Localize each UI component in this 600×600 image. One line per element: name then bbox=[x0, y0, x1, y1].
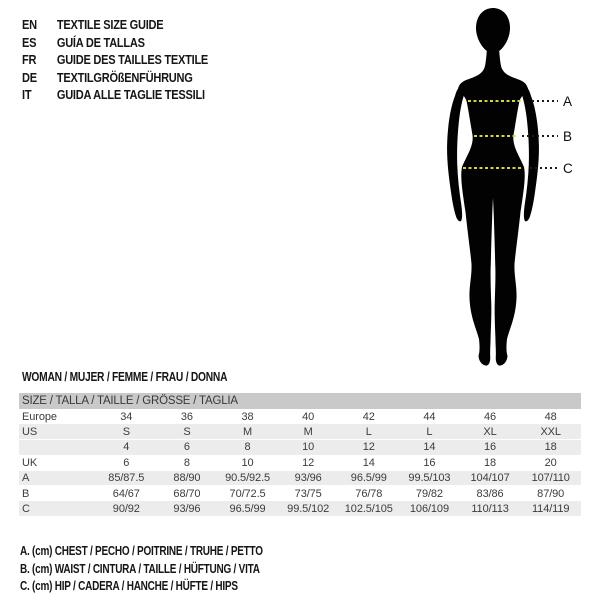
size-table-row-label: Europe bbox=[22, 410, 57, 423]
size-cell: 110/113 bbox=[460, 501, 521, 516]
size-cell: 73/75 bbox=[294, 487, 322, 500]
language-row bbox=[22, 51, 208, 69]
size-cell: 107/110 bbox=[520, 471, 581, 486]
size-cell: 48 bbox=[544, 410, 557, 423]
language-code: FR bbox=[22, 52, 37, 67]
size-table-row-label bbox=[19, 440, 96, 455]
hip-marker-label: C bbox=[563, 161, 573, 176]
language-code: IT bbox=[22, 87, 32, 102]
size-table-row bbox=[19, 440, 581, 455]
language-row bbox=[22, 86, 208, 104]
size-cell: 102.5/105 bbox=[339, 501, 400, 516]
size-table-row-label: C bbox=[19, 501, 96, 516]
size-cell: L bbox=[339, 424, 400, 439]
language-title: TEXTILGRÖßENFÜHRUNG bbox=[56, 69, 193, 85]
size-cell: 16 bbox=[423, 457, 436, 470]
size-table-row bbox=[19, 501, 581, 516]
size-cell: 14 bbox=[362, 457, 375, 470]
language-code: ES bbox=[22, 34, 37, 50]
size-cell: 99.5/102 bbox=[278, 501, 339, 516]
size-table-row-label: B bbox=[22, 487, 30, 500]
size-cell: 90/92 bbox=[96, 501, 157, 516]
size-cell: 6 bbox=[123, 457, 130, 470]
chest-marker-label: A bbox=[563, 94, 573, 109]
size-cell: XXL bbox=[520, 424, 581, 439]
size-table bbox=[19, 393, 581, 517]
size-cell: 64/67 bbox=[112, 487, 140, 500]
size-cell: 96.5/99 bbox=[339, 471, 400, 486]
waist-leader-line bbox=[522, 135, 558, 137]
language-row bbox=[22, 34, 208, 52]
size-cell: 90.5/92.5 bbox=[217, 471, 278, 486]
size-cell: 10 bbox=[278, 440, 339, 455]
woman-silhouette-figure bbox=[438, 6, 548, 369]
size-cell: 83/86 bbox=[476, 487, 504, 500]
size-cell: 79/82 bbox=[415, 487, 443, 500]
legend-line: B. (cm) WAIST / CINTURA / TAILLE / HÜFTUNG / VITA bbox=[20, 561, 260, 576]
hip-leader-line bbox=[530, 167, 558, 169]
size-table-row-label: A bbox=[19, 471, 96, 486]
size-cell: 40 bbox=[302, 410, 315, 423]
size-cell: 38 bbox=[241, 410, 254, 423]
size-table-row-label: US bbox=[19, 424, 96, 439]
size-cell: M bbox=[217, 424, 278, 439]
size-table-header-row bbox=[19, 393, 581, 409]
size-cell: 18 bbox=[520, 440, 581, 455]
size-cell: M bbox=[278, 424, 339, 439]
size-cell: 10 bbox=[241, 457, 254, 470]
size-table-row-label: UK bbox=[22, 457, 38, 470]
language-title: TEXTILE SIZE GUIDE bbox=[56, 17, 164, 32]
size-cell: 6 bbox=[157, 440, 218, 455]
language-code: EN bbox=[22, 17, 37, 32]
size-cell: 8 bbox=[217, 440, 278, 455]
language-row bbox=[22, 69, 208, 87]
size-cell: 106/109 bbox=[399, 501, 460, 516]
woman-silhouette-icon bbox=[438, 6, 548, 369]
size-cell: 18 bbox=[484, 457, 497, 470]
size-cell: 12 bbox=[339, 440, 400, 455]
language-code: DE bbox=[22, 69, 37, 85]
size-cell: 70/72.5 bbox=[229, 487, 266, 500]
size-cell: 85/87.5 bbox=[96, 471, 157, 486]
size-cell: 12 bbox=[302, 457, 315, 470]
size-table-row bbox=[19, 486, 581, 501]
language-title-list bbox=[22, 16, 241, 104]
size-cell: 36 bbox=[180, 410, 193, 423]
section-title-woman: WOMAN / MUJER / FEMME / FRAU / DONNA bbox=[22, 370, 228, 384]
size-cell: 104/107 bbox=[460, 471, 521, 486]
size-cell: 20 bbox=[544, 457, 557, 470]
size-cell: 16 bbox=[460, 440, 521, 455]
hip-measure-line bbox=[463, 167, 523, 169]
size-table-header: SIZE / TALLA / TAILLE / GRÖSSE / TAGLIA bbox=[19, 393, 581, 409]
size-cell: S bbox=[157, 424, 218, 439]
measurement-legend bbox=[20, 543, 323, 596]
size-cell: 46 bbox=[484, 410, 497, 423]
chest-measure-line bbox=[468, 100, 521, 102]
size-cell: 4 bbox=[96, 440, 157, 455]
size-cell: 93/96 bbox=[157, 501, 218, 516]
size-cell: 8 bbox=[183, 457, 190, 470]
size-cell: S bbox=[96, 424, 157, 439]
legend-line: A. (cm) CHEST / PECHO / POITRINE / TRUHE / PETTO bbox=[20, 544, 263, 558]
size-cell: 14 bbox=[399, 440, 460, 455]
size-cell: 99.5/103 bbox=[399, 471, 460, 486]
size-table-row bbox=[19, 471, 581, 486]
size-cell: 96.5/99 bbox=[217, 501, 278, 516]
size-cell: 68/70 bbox=[173, 487, 201, 500]
size-cell: XL bbox=[460, 424, 521, 439]
language-title: GUIDE DES TAILLES TEXTILE bbox=[56, 52, 209, 67]
size-cell: 93/96 bbox=[278, 471, 339, 486]
size-cell: L bbox=[399, 424, 460, 439]
chest-leader-line bbox=[532, 100, 558, 102]
waist-measure-line bbox=[474, 135, 516, 137]
size-table-row bbox=[19, 455, 581, 470]
size-cell: 34 bbox=[120, 410, 133, 423]
language-row bbox=[22, 16, 208, 34]
size-cell: 44 bbox=[423, 410, 436, 423]
legend-line: C. (cm) HIP / CADERA / HANCHE / HÜFTE / HIPS bbox=[20, 579, 238, 593]
size-table-row bbox=[19, 409, 581, 424]
size-cell: 114/119 bbox=[520, 501, 581, 516]
size-cell: 42 bbox=[362, 410, 375, 423]
language-title: GUIDA ALLE TAGLIE TESSILI bbox=[56, 87, 205, 102]
size-cell: 76/78 bbox=[355, 487, 383, 500]
size-table-row bbox=[19, 424, 581, 439]
size-cell: 88/90 bbox=[157, 471, 218, 486]
waist-marker-label: B bbox=[563, 129, 573, 144]
language-title: GUÍA DE TALLAS bbox=[56, 34, 145, 50]
size-cell: 87/90 bbox=[537, 487, 565, 500]
